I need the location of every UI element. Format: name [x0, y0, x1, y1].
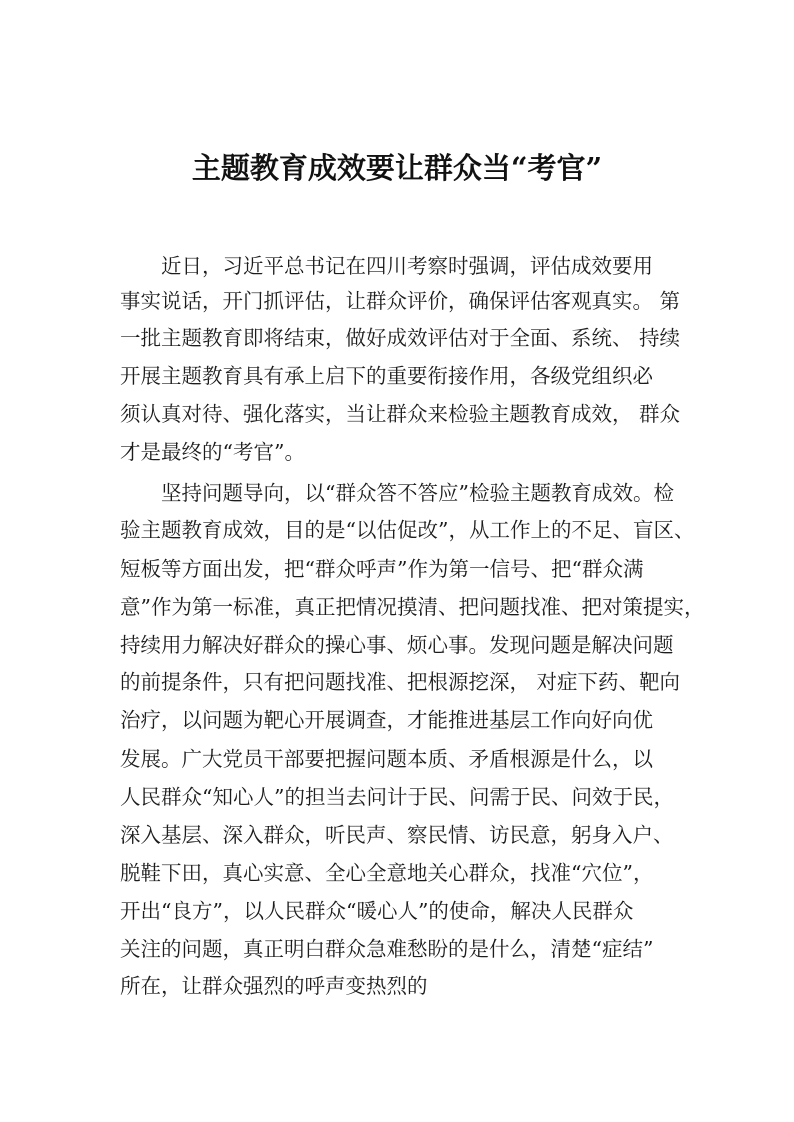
paragraph-1-line-2: 事实说话，开门抓评估，让群众评价，确保评估客观真实。 第: [120, 289, 681, 313]
paragraph-2-line-6: 的前提条件，只有把问题找准、把根源挖深， 对症下药、靶向: [120, 670, 681, 694]
paragraph-2-line-4: 意”作为第一标准，真正把情况摸清、把问题找准、把对策提实，: [120, 595, 705, 619]
paragraph-2-line-12: 开出“良方”，以人民群众“暖心人”的使命，解决人民群众: [120, 899, 634, 923]
paragraph-1-line-5: 须认真对待、强化落实，当让群众来检验主题教育成效， 群众: [120, 402, 681, 426]
paragraph-1-line-3: 一批主题教育即将结束，做好成效评估对于全面、系统、 持续: [120, 326, 681, 350]
paragraph-1-line-1: 近日，习近平总书记在四川考察时强调，评估成效要用: [161, 254, 653, 278]
paragraph-1-line-6: 才是最终的“考官”。: [120, 440, 305, 464]
document-title: 主题教育成效要让群众当“考官”: [191, 151, 603, 185]
paragraph-2-line-9: 人民群众“知心人”的担当去问计于民、问需于民、问效于民，: [120, 785, 674, 809]
paragraph-2-line-13: 关注的问题，真正明白群众急难愁盼的是什么，清楚“症结”: [120, 937, 654, 961]
paragraph-2-line-2: 验主题教育成效，目的是“以估促改”，从工作上的不足、盲区、: [120, 518, 695, 542]
paragraph-2-line-3: 短板等方面出发，把“群众呼声”作为第一信号、把“群众满: [120, 557, 644, 581]
paragraph-2-line-14: 所在，让群众强烈的呼声变热烈的: [120, 974, 428, 998]
paragraph-2-line-8: 发展。广大党员干部要把握问题本质、矛盾根源是什么，以: [120, 747, 653, 771]
paragraph-1-line-4: 开展主题教育具有承上启下的重要衔接作用，各级党组织必: [120, 364, 653, 388]
paragraph-2-line-7: 治疗，以问题为靶心开展调查，才能推进基层工作向好向优: [120, 708, 653, 732]
paragraph-2-line-10: 深入基层、深入群众，听民声、察民情、访民意，躬身入户、: [120, 823, 674, 847]
paragraph-2-line-11: 脱鞋下田，真心实意、全心全意地关心群众，找准“穴位”，: [120, 861, 654, 885]
paragraph-2-line-1: 坚持问题导向，以“群众答不答应”检验主题教育成效。检: [161, 481, 674, 505]
paragraph-2-line-5: 持续用力解决好群众的操心事、烦心事。发现问题是解决问题: [120, 633, 674, 657]
